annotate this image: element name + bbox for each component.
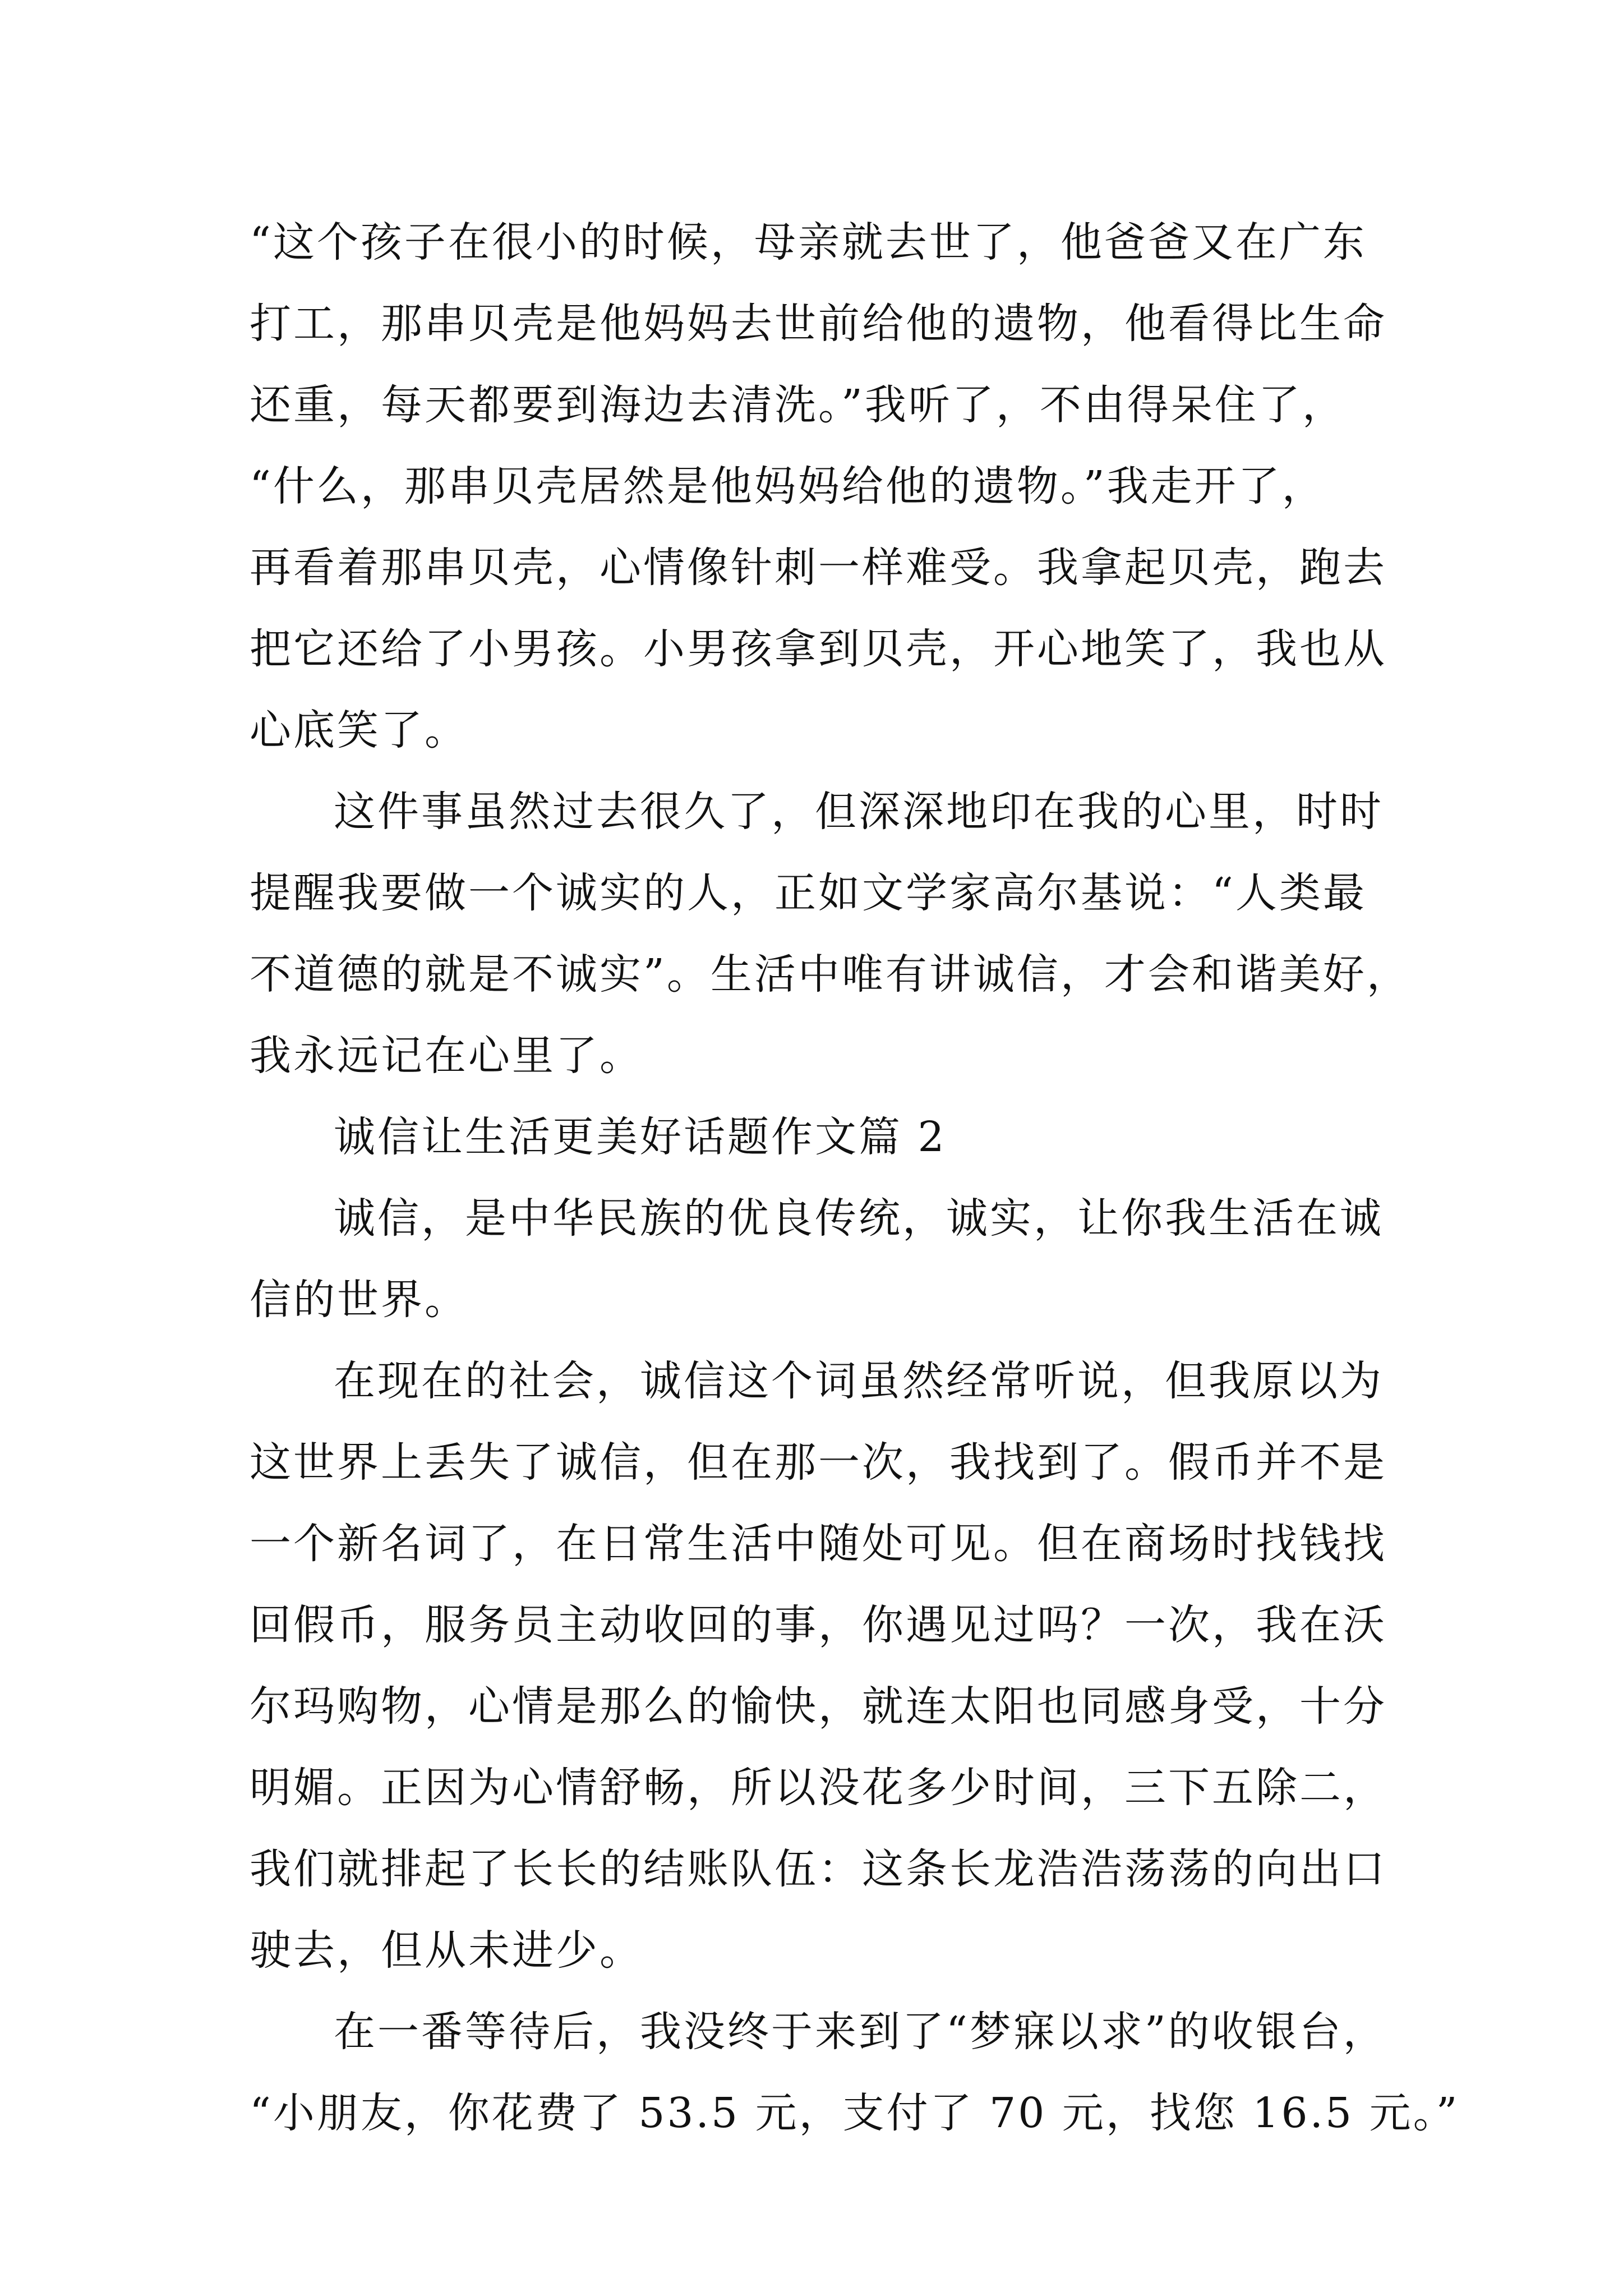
- paragraph-start-line: 诚信，是中华民族的优良传统，诚实，让你我生活在诚: [334, 1194, 1384, 1243]
- text-line: 明媚。正因为心情舒畅，所以没花多少时间，三下五除二，: [250, 1764, 1387, 1812]
- text-line: 还重，每天都要到海边去清洗。”我听了，不由得呆住了，: [250, 381, 1346, 429]
- text-line: 我永远记在心里了。: [250, 1032, 643, 1080]
- text-line: “什么，那串贝壳居然是他妈妈给他的遗物。”我走开了，: [250, 462, 1326, 510]
- text-line: “这个孩子在很小的时候，母亲就去世了，他爸爸又在广东: [250, 218, 1367, 266]
- text-line: “小朋友，你花费了 53.5 元，支付了 70 元，找您 16.5 元。”: [250, 2089, 1460, 2137]
- paragraph-start-line: 在现在的社会，诚信这个词虽然经常听说，但我原以为: [334, 1357, 1384, 1405]
- paragraph-start-line: 这件事虽然过去很久了，但深深地印在我的心里，时时: [334, 788, 1384, 836]
- text-line: 回假币，服务员主动收回的事，你遇见过吗？一次，我在沃: [250, 1601, 1387, 1649]
- paragraph-start-line: 在一番等待后，我没终于来到了“梦寐以求”的收银台，: [334, 2008, 1387, 2056]
- text-line: 这世界上丢失了诚信，但在那一次，我找到了。假币并不是: [250, 1438, 1387, 1487]
- section-heading: 诚信让生活更美好话题作文篇 2: [334, 1113, 947, 1161]
- text-line: 提醒我要做一个诚实的人，正如文学家高尔基说：“人类最: [250, 869, 1367, 917]
- text-line: 尔玛购物，心情是那么的愉快，就连太阳也同感身受，十分: [250, 1682, 1387, 1731]
- text-line: 不道德的就是不诚实”。生活中唯有讲诚信，才会和谐美好，: [250, 950, 1410, 999]
- text-line: 驶去，但从未进少。: [250, 1926, 643, 1975]
- text-line: 心底笑了。: [250, 706, 468, 754]
- text-line: 我们就排起了长长的结账队伍：这条长龙浩浩荡荡的向出口: [250, 1845, 1387, 1893]
- text-line: 把它还给了小男孩。小男孩拿到贝壳，开心地笑了，我也从: [250, 625, 1387, 673]
- text-line: 信的世界。: [250, 1276, 468, 1324]
- text-line: 打工，那串贝壳是他妈妈去世前给他的遗物，他看得比生命: [250, 300, 1387, 348]
- text-line: 一个新名词了，在日常生活中随处可见。但在商场时找钱找: [250, 1520, 1387, 1568]
- text-line: 再看着那串贝壳，心情像针刺一样难受。我拿起贝壳，跑去: [250, 544, 1387, 592]
